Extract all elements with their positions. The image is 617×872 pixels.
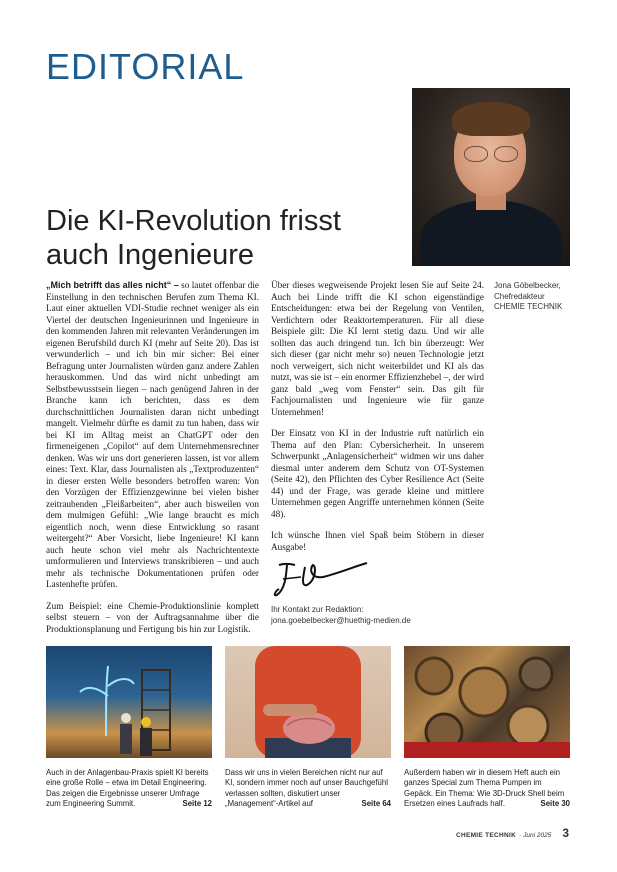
teaser-text: Außerdem haben wir in diesem Heft auch ein ganzes Special zum Thema Pumpen im Gepäck. Ein Thema: Wie 3D-Druck Shell beim Ersetzen eines Laufrads half. — [404, 768, 565, 808]
paragraph-text: so lautet offenbar die Einstellung in den technischen Berufen zum Thema KI. Laut einer aktuellen VDI-Studie rechnet weniger als ein Viertel der deutschen Ingenieurinnen und Ingenieure in den kommenden Jahren mit relevanten Veränderungen im eigenen Berufsbild durch KI (mehr auf Seite 20). Das ist verwunderlich – und ich bin mir sicher: Bei einer Befragung unter Journalisten würden ganz andere Zahlen herauskommen. Und das wird nicht unbedingt am Selbstbewusstsein liegen – nach genügend Jahren in der Branche kann ich berichten, dass es dem durchschnittlichen Journalisten daran nicht unbedingt mangelt. Vielmehr dürfte es damit zu tun haben, dass wir bei KI im Alltag meist an ChatGPT oder den firmeneigenen „Copilot“ auf dem Unternehmensrechner denken. Was wir uns dort generieren lassen, ist vor allem eines: Text. Klar, dass Journalisten als „Textproduzenten“ in dieser ersten Welle besonders betroffen waren: Von den Vorzügen der Effizienzgewinne bei vielen bisher zeitraubenden „Fleißarbeiten“, aber auch bisweilen von dem mulmigen Gefühl: „Wie lange braucht es mich eigentlich noch, wenn diese Entwicklung so rasant weitergeht?“ Aber Vorsicht, liebe Ingenieure! KI kann auch heute schon viel mehr als Nachrichtentexte umformulieren und Interviews transkribieren – und auch mehr als technische Dokumentationen prüfen oder Lastenhefte prüfen. — [46, 280, 260, 589]
issue-date: · Juni 2025 — [519, 832, 552, 839]
body-paragraph: Über dieses wegweisende Projekt lesen Sie auf Seite 24. Auch bei Linde trifft die KI schon eigenständige Entscheidungen: etwa bei der Regelung von Ventilen, Verdichtern oder Reaktortemperaturen. Für all diese Beispiele gilt: Die KI lernt stetig dazu. Und wir alle sollten das auch dringend tun. Ich bin überzeugt: Wer sich dieser (gar nicht mehr so) neuen Technologie jetzt noch verweigert, sich nicht weiterbildet und KI als das nutzt, was sie ist – ein enormer Effizienzhebel –, der wird ganz bald „weg vom Fenster“ sein. Das gilt für Fachjournalisten und Ingenieure wie für ganze Unternehmen! — [271, 280, 484, 417]
teaser-caption — [225, 768, 391, 809]
body-paragraph — [46, 280, 259, 591]
page-number: 3 — [562, 826, 569, 840]
editorial-contact — [271, 605, 471, 626]
body-paragraph: Der Einsatz von KI in der Industrie ruft natürlich ein Thema auf den Plan: Cybersicherheit. In unserem Schwerpunkt „Anlagensicherheit“ widmen wir uns daher diesmal unter anderem dem Schutz von OT-Systemen (Seite 42), den Pflichten des Cyber Resilience Act (Seite 44) und der Frage, was gerade kleine und mittlere Unternehmen gegen Angriffe unternehmen können (Seite 48). — [271, 428, 484, 519]
plant-illustration — [46, 646, 212, 758]
section-title: EDITORIAL — [46, 46, 245, 87]
portrait-hair — [452, 102, 530, 136]
lead-quote: „Mich betrifft das alles nicht“ – — [46, 280, 179, 290]
teaser-page-ref[interactable]: Seite 30 — [540, 798, 570, 808]
magazine-name: CHEMIE TECHNIK — [455, 832, 517, 839]
author-signature — [271, 555, 371, 601]
body-column-1 — [46, 280, 259, 645]
teaser-caption — [404, 768, 570, 809]
portrait-glasses — [462, 146, 520, 162]
author-name: Jona Göbelbecker, — [494, 281, 561, 290]
teaser-text: Auch in der Anlagenbau-Praxis spielt KI bereits eine große Rolle – etwa im Detail Engineering. Das zeigen die Ergebnisse unserer Umfrage zum Engineering Summit. — [46, 768, 209, 808]
contact-label: Ihr Kontakt zur Redaktion: — [271, 605, 364, 614]
author-publication: CHEMIE TECHNIK — [494, 302, 563, 311]
contact-email[interactable]: jona.goebelbecker@huethig-medien.de — [271, 615, 411, 625]
headline: Die KI-Revolution frisst auch Ingenieure — [46, 205, 341, 271]
teaser-image-plant-engineers — [46, 646, 212, 758]
teaser-text: Dass wir uns in vielen Bereichen nicht nur auf KI, sondern immer noch auf unser Bauchgefühl verlassen sollten, diskutiert unser „Management“-Artikel auf — [225, 768, 388, 808]
author-portrait — [412, 88, 570, 266]
body-column-2 — [271, 280, 484, 563]
teaser-image-pump-parts — [404, 646, 570, 758]
body-paragraph: Ich wünsche Ihnen viel Spaß beim Stöbern in dieser Ausgabe! — [271, 530, 484, 552]
page-footer — [456, 826, 569, 840]
pump-parts-illustration — [404, 646, 570, 758]
body-paragraph: Zum Beispiel: eine Chemie-Produktionslinie komplett selbst steuern – von der Auftragsannahme über die Produktionsplanung und Fertigung bis hin zur Logistik. — [46, 600, 259, 634]
author-caption — [494, 281, 584, 313]
teaser-image-gut-feeling — [225, 646, 391, 758]
author-role: Chefredakteur — [494, 291, 545, 301]
teaser-page-ref[interactable]: Seite 64 — [361, 798, 391, 808]
teaser-page-ref[interactable]: Seite 12 — [182, 798, 212, 808]
teaser-caption — [46, 768, 212, 809]
torso-illustration — [225, 646, 391, 758]
